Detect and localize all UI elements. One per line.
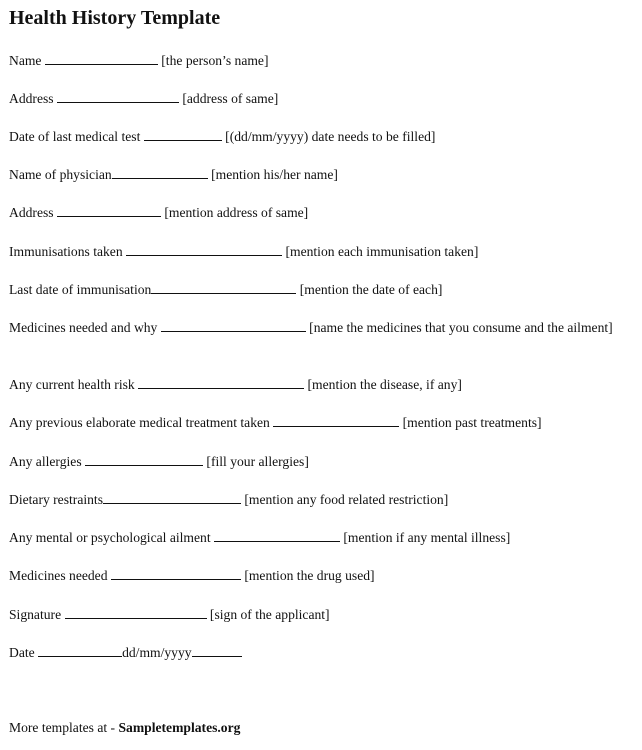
footer-prefix: More templates at - [9, 720, 119, 735]
field-hint: [the person’s name] [161, 53, 269, 68]
field-label: Any mental or psychological ailment [9, 530, 211, 545]
footer-site-link[interactable]: Sampletemplates.org [118, 720, 241, 735]
field-label: Address [9, 91, 54, 106]
field-allergies [9, 452, 309, 471]
fill-in-blank[interactable] [161, 319, 306, 332]
field-label: Address [9, 205, 54, 220]
field-current-health-risk [9, 375, 462, 394]
fill-in-blank[interactable] [57, 90, 179, 103]
fill-in-blank[interactable] [111, 567, 241, 580]
fill-in-blank[interactable] [103, 491, 241, 504]
field-hint: [mention his/her name] [211, 167, 338, 182]
field-hint: [sign of the applicant] [209, 607, 330, 622]
fill-in-blank[interactable] [151, 281, 296, 294]
field-label: Immunisations taken [9, 244, 123, 259]
fill-in-blank[interactable] [126, 243, 282, 256]
field-hint: [mention address of same] [164, 205, 309, 220]
field-label: Date [9, 645, 35, 660]
field-address [9, 89, 278, 108]
field-label: Any current health risk [9, 377, 135, 392]
field-hint: [mention past treatments] [402, 415, 542, 430]
field-label: Last date of immunisation [9, 282, 152, 297]
fill-in-blank[interactable] [57, 204, 161, 217]
field-hint: [mention the date of each] [299, 282, 443, 297]
fill-in-blank[interactable] [65, 606, 207, 619]
field-hint: [mention any food related restriction] [244, 492, 449, 507]
field-label: Any previous elaborate medical treatment taken [9, 415, 270, 430]
fill-in-blank[interactable] [138, 376, 304, 389]
field-label: Any allergies [9, 454, 82, 469]
field-hint: [fill your allergies] [206, 454, 309, 469]
fill-in-blank[interactable] [112, 166, 208, 179]
field-name [9, 51, 268, 70]
field-hint: [mention the drug used] [244, 568, 375, 583]
field-physician-name [9, 165, 338, 184]
field-immunisations [9, 242, 478, 261]
field-mental-ailment [9, 528, 510, 547]
field-medicines-why [9, 318, 624, 337]
fill-in-blank[interactable] [273, 414, 399, 427]
field-hint: [(dd/mm/yyyy) date needs to be filled] [225, 129, 436, 144]
field-label: Dietary restraints [9, 492, 103, 507]
field-date [9, 643, 242, 662]
field-hint: [mention each immunisation taken] [285, 244, 479, 259]
page-title: Health History Template [9, 7, 221, 29]
fill-in-blank[interactable] [144, 128, 222, 141]
fill-in-blank[interactable] [214, 529, 340, 542]
field-label: Date of last medical test [9, 129, 141, 144]
field-label: Medicines needed and why [9, 320, 158, 335]
field-label: Name [9, 53, 42, 68]
field-previous-treatment [9, 413, 542, 432]
field-label: Medicines needed [9, 568, 108, 583]
field-last-medical-test [9, 127, 435, 146]
field-hint: [mention the disease, if any] [307, 377, 462, 392]
field-dietary-restraints [9, 490, 448, 509]
field-hint: dd/mm/yyyy [122, 645, 192, 660]
footer [9, 720, 240, 736]
field-label: Name of physician [9, 167, 112, 182]
fill-in-blank[interactable] [85, 453, 203, 466]
field-last-immunisation-date [9, 280, 442, 299]
field-medicines-needed [9, 566, 375, 585]
field-signature [9, 605, 330, 624]
field-hint: [address of same] [182, 91, 279, 106]
field-hint: [name the medicines that you consume and the ailment] [309, 320, 613, 335]
fill-in-blank[interactable] [45, 52, 158, 65]
field-physician-address [9, 203, 308, 222]
field-hint: [mention if any mental illness] [343, 530, 511, 545]
fill-in-blank[interactable] [38, 644, 122, 657]
fill-in-blank[interactable] [192, 644, 242, 657]
field-label: Signature [9, 607, 62, 622]
